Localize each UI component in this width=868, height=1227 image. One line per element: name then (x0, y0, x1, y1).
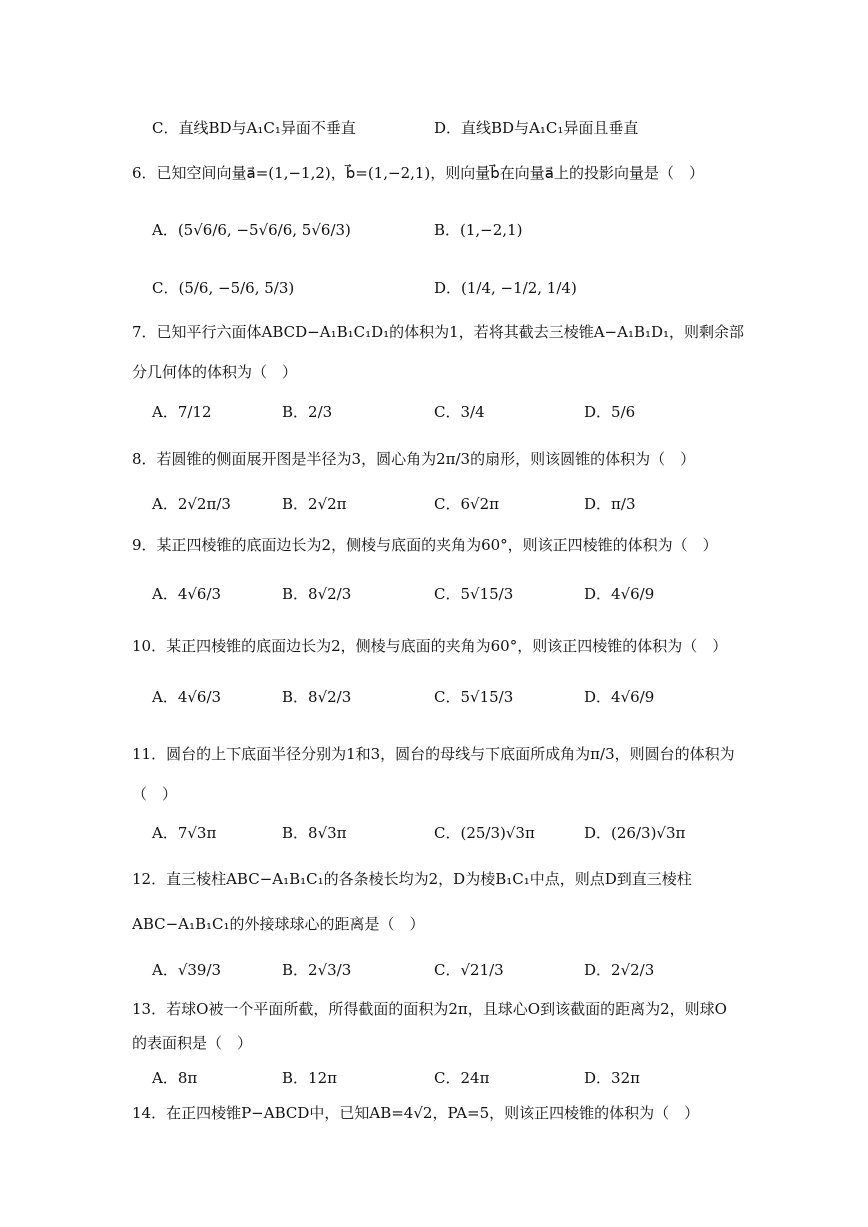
q13-option-b: B．12π (282, 1069, 337, 1087)
q5-option-d: D．直线BD与A₁C₁异面且垂直 (434, 119, 639, 137)
q13-option-c: C．24π (434, 1069, 490, 1087)
q12-stem-line2: ABC−A₁B₁C₁的外接球球心的距离是（ ） (132, 915, 425, 933)
q7-option-a: A．7/12 (152, 403, 212, 421)
q12-option-a: A．√39/3 (152, 961, 222, 979)
q11-option-a: A．7√3π (152, 824, 217, 842)
q12-option-d: D．2√2/3 (584, 961, 655, 979)
q6-option-a: A．(5√6/6, −5√6/6, 5√6/3) (152, 221, 351, 239)
q8-option-c: C．6√2π (434, 495, 499, 513)
q10-option-a: A．4√6/3 (152, 688, 222, 706)
q6-option-c: C．(5/6, −5/6, 5/3) (152, 279, 295, 297)
q5-option-c: C．直线BD与A₁C₁异面不垂直 (152, 119, 356, 137)
q7-stem-line2: 分几何体的体积为（ ） (132, 363, 298, 381)
q11-stem-line2: （ ） (132, 785, 178, 803)
q14-stem: 14．在正四棱锥P−ABCD中，已知AB=4√2，PA=5，则该正四棱锥的体积为（ ） (132, 1104, 700, 1122)
q11-option-d: D．(26/3)√3π (584, 824, 686, 842)
q8-option-a: A．2√2π/3 (152, 495, 231, 513)
q12-stem-line1: 12．直三棱柱ABC−A₁B₁C₁的各条棱长均为2，D为棱B₁C₁中点，则点D到直三棱柱 (132, 870, 692, 888)
q6-option-d: D．(1/4, −1/2, 1/4) (434, 279, 577, 297)
q11-stem-line1: 11．圆台的上下底面半径分别为1和3，圆台的母线与下底面所成角为π/3，则圆台的体积为 (132, 745, 735, 763)
q9-option-d: D．4√6/9 (584, 585, 655, 603)
q6-stem: 6．已知空间向量a⃗=(1,−1,2)，b⃗=(1,−2,1)，则向量b⃗在向量a⃗上的投影向量是（ ） (132, 164, 704, 182)
q8-option-d: D．π/3 (584, 495, 636, 513)
q9-option-a: A．4√6/3 (152, 585, 222, 603)
q7-option-b: B．2/3 (282, 403, 333, 421)
q11-option-c: C．(25/3)√3π (434, 824, 535, 842)
q9-option-b: B．8√2/3 (282, 585, 352, 603)
q13-option-a: A．8π (152, 1069, 198, 1087)
q13-option-d: D．32π (584, 1069, 640, 1087)
q8-stem: 8．若圆锥的侧面展开图是半径为3，圆心角为2π/3的扇形，则该圆锥的体积为（ ） (132, 450, 696, 468)
q12-option-b: B．2√3/3 (282, 961, 352, 979)
q7-option-c: C．3/4 (434, 403, 485, 421)
q11-option-b: B．8√3π (282, 824, 347, 842)
q9-option-c: C．5√15/3 (434, 585, 514, 603)
q7-stem-line1: 7．已知平行六面体ABCD−A₁B₁C₁D₁的体积为1，若将其截去三棱锥A−A₁B₁D₁，则剩余部 (132, 323, 745, 341)
q7-option-d: D．5/6 (584, 403, 636, 421)
q10-option-c: C．5√15/3 (434, 688, 514, 706)
q6-option-b: B．(1,−2,1) (434, 221, 523, 239)
q13-stem-line1: 13．若球O被一个平面所截，所得截面的面积为2π，且球心O到该截面的距离为2，则球O (132, 1000, 727, 1018)
q13-stem-line2: 的表面积是（ ） (132, 1034, 253, 1052)
q10-option-b: B．8√2/3 (282, 688, 352, 706)
q8-option-b: B．2√2π (282, 495, 347, 513)
q10-option-d: D．4√6/9 (584, 688, 655, 706)
q12-option-c: C．√21/3 (434, 961, 504, 979)
q10-stem: 10．某正四棱锥的底面边长为2，侧棱与底面的夹角为60°，则该正四棱锥的体积为（ ） (132, 637, 728, 655)
q9-stem: 9．某正四棱锥的底面边长为2，侧棱与底面的夹角为60°，则该正四棱锥的体积为（ ） (132, 536, 718, 554)
